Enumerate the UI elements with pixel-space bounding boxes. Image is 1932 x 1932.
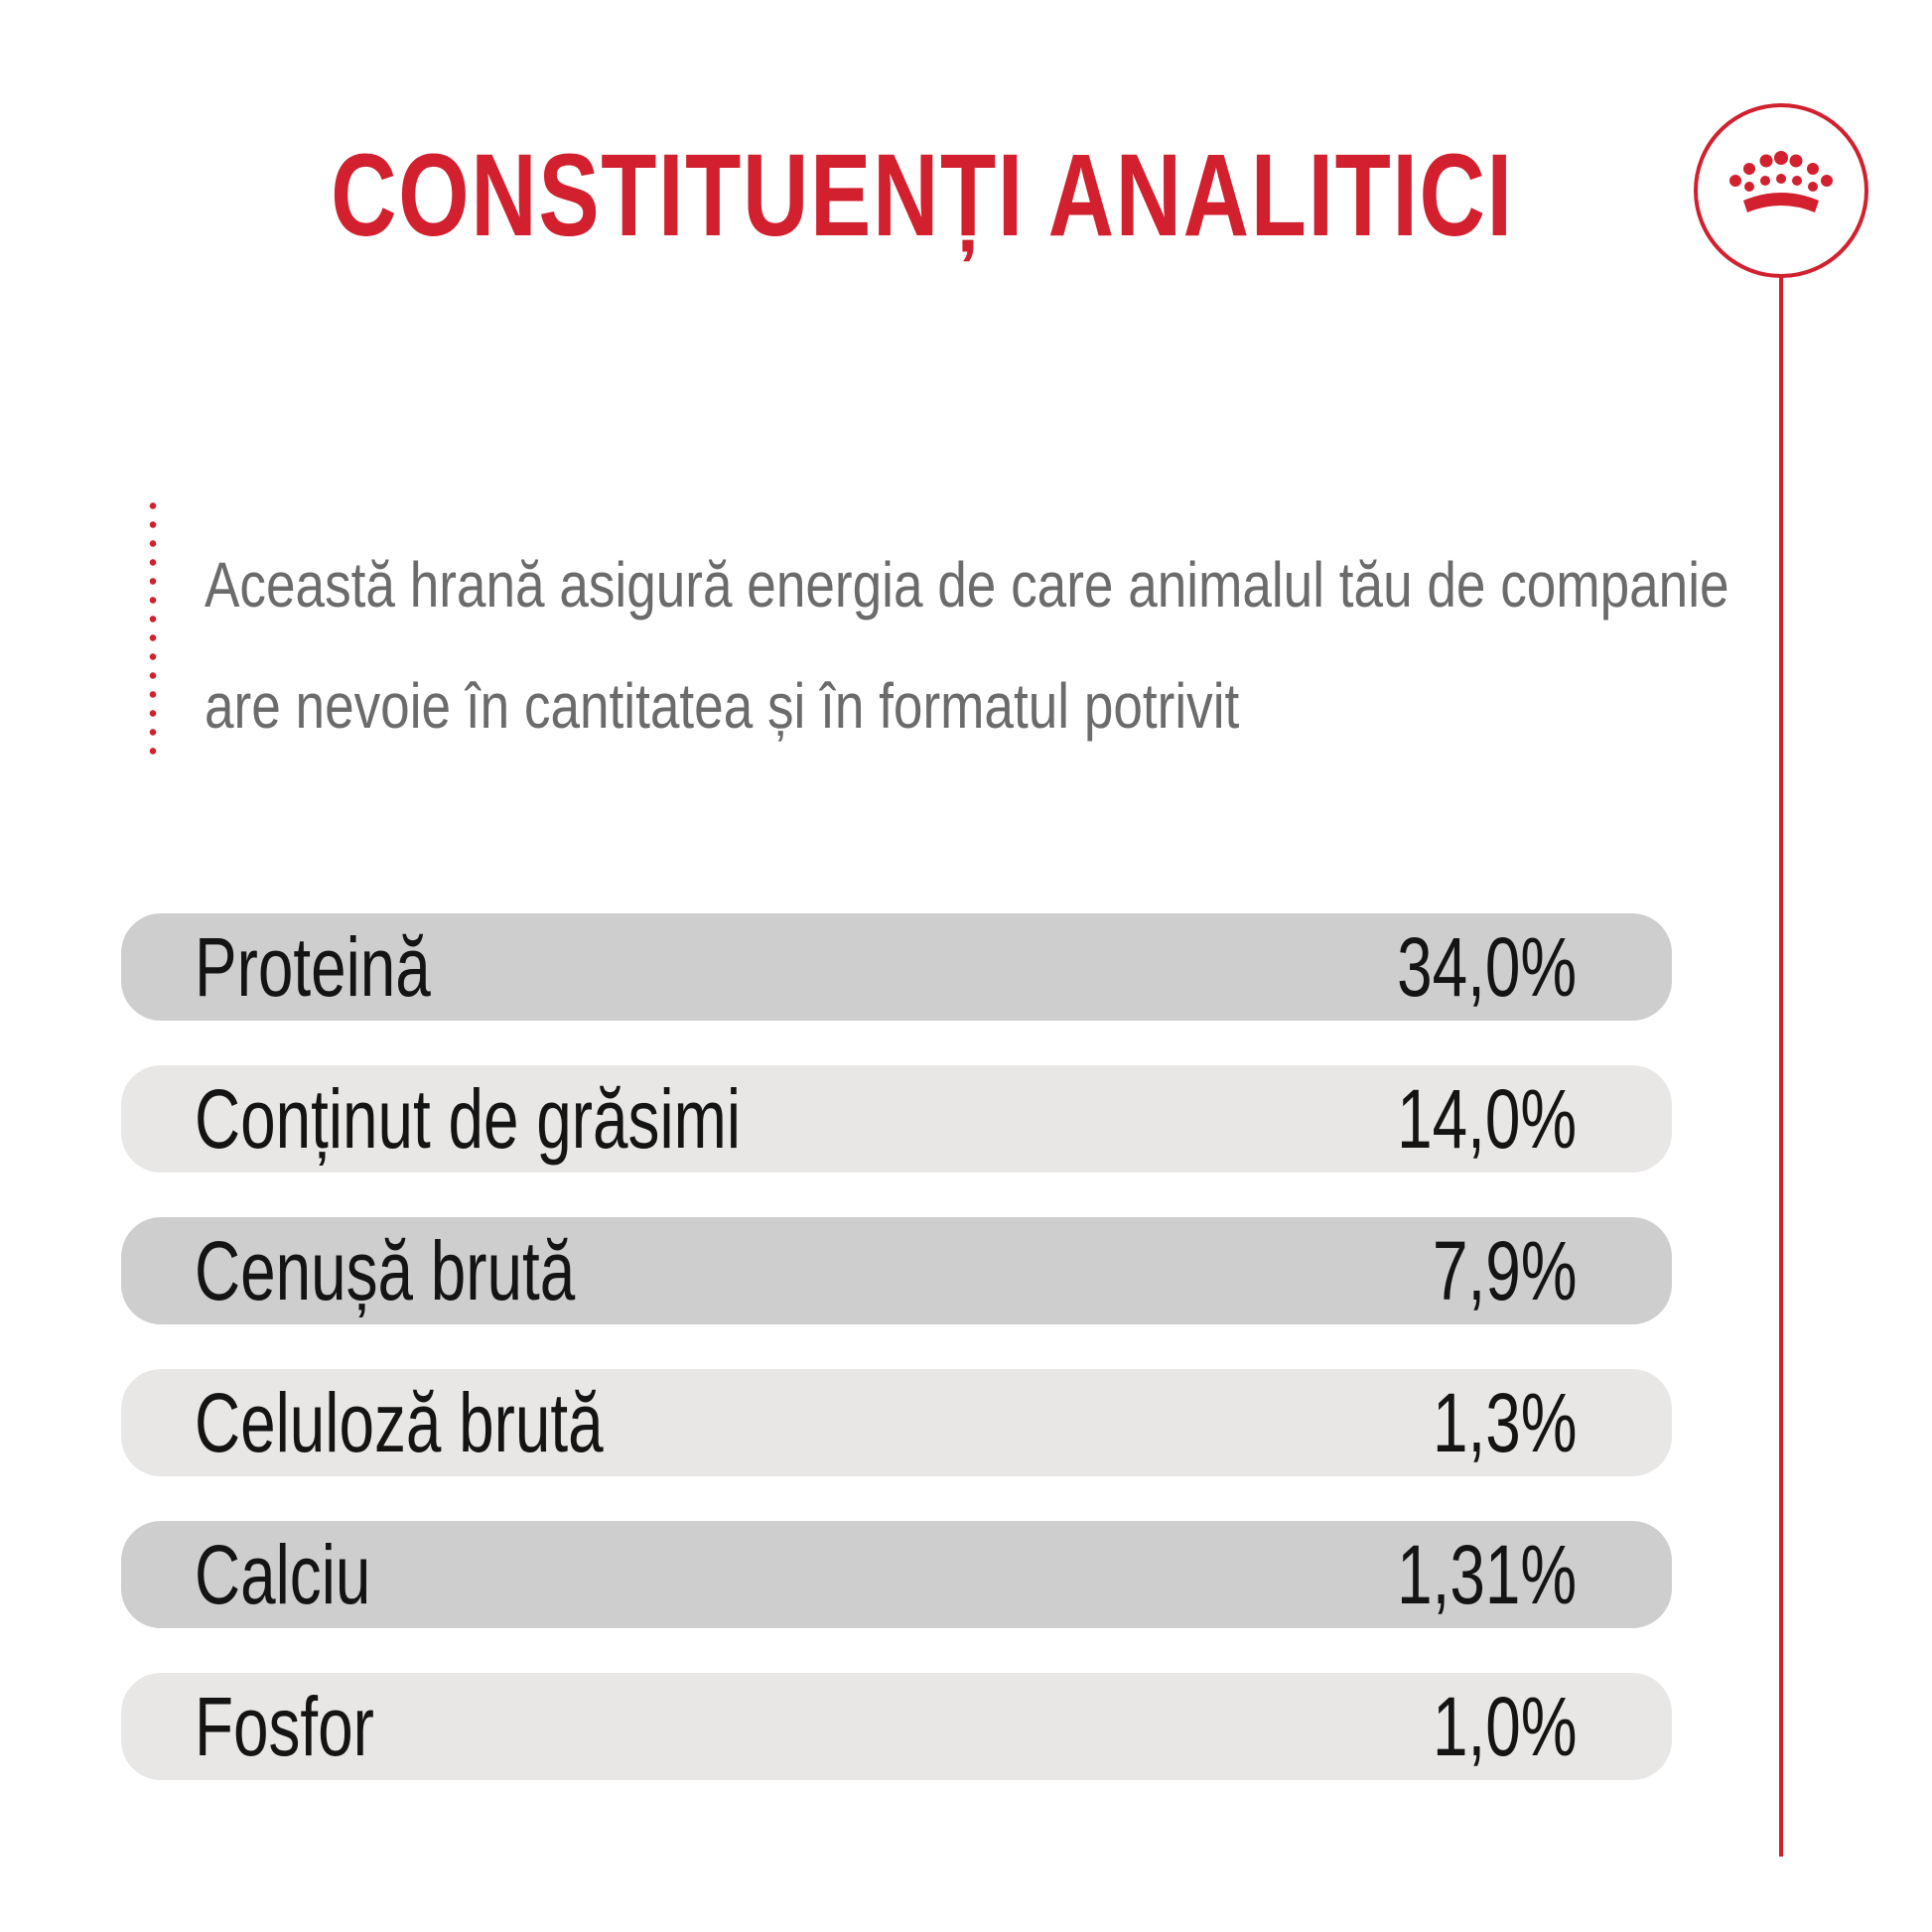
constituent-label: Calciu <box>195 1528 371 1621</box>
constituent-label: Cenușă brută <box>195 1224 576 1317</box>
intro-line-1: Această hrană asigură energia de care animalul tău de companie <box>205 549 1729 621</box>
constituent-label: Fosfor <box>195 1680 374 1773</box>
crown-icon <box>1725 147 1837 226</box>
constituent-label: Proteină <box>195 920 431 1014</box>
constituent-value: 1,31% <box>1396 1528 1577 1621</box>
constituent-value: 1,3% <box>1432 1376 1577 1469</box>
intro-line-2: are nevoie în cantitatea și în formatul potrivit <box>205 670 1240 742</box>
dotted-divider <box>149 496 157 762</box>
constituent-label: Celuloză brută <box>195 1376 604 1469</box>
constituent-value: 7,9% <box>1432 1224 1577 1317</box>
decorative-vertical-line <box>1779 276 1783 1857</box>
constituent-row-calcium <box>121 1521 1672 1628</box>
constituent-row-protein <box>121 913 1672 1021</box>
constituent-row-phosphorus <box>121 1673 1672 1780</box>
constituent-row-fibre <box>121 1369 1672 1476</box>
intro-text <box>205 524 1729 766</box>
constituents-list <box>121 913 1672 1825</box>
constituent-label: Conținut de grăsimi <box>195 1072 742 1166</box>
constituent-value: 1,0% <box>1432 1680 1577 1773</box>
constituent-value: 34,0% <box>1396 920 1577 1014</box>
page-title: CONSTITUENȚI ANALITICI <box>331 130 1514 261</box>
constituent-value: 14,0% <box>1396 1072 1577 1166</box>
brand-logo <box>1694 103 1868 278</box>
constituent-row-ash <box>121 1217 1672 1324</box>
constituent-row-fat <box>121 1065 1672 1173</box>
